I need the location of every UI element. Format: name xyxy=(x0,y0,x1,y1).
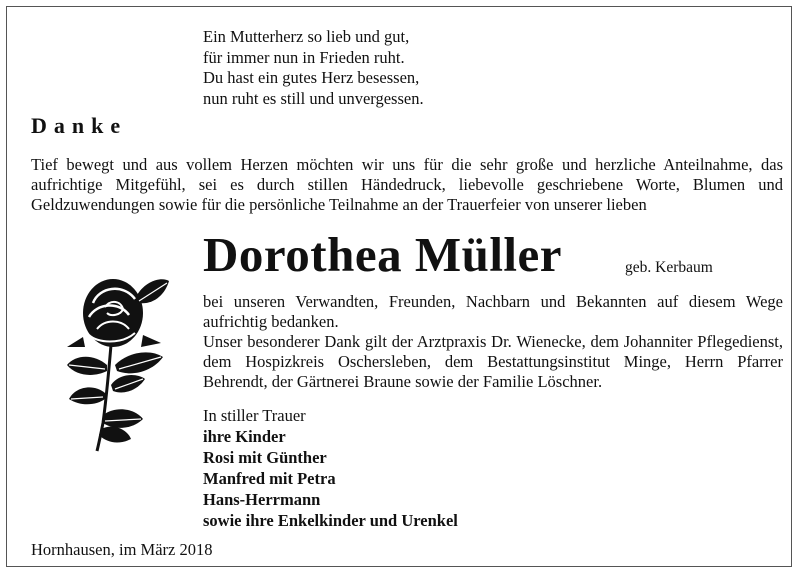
signoff xyxy=(203,405,458,531)
thanks-paragraph: Unser besonderer Dank gilt der Arztpraxis Dr. Wienecke, dem Johanniter Pflegedienst, dem Hospizkreis Oschersleben, dem Bestattungsinstitut Minge, Herrn Pfarrer Behrendt, der Gärtnerei Braune sowie der Familie Löschner. xyxy=(203,332,783,391)
rose-icon xyxy=(63,273,173,453)
place-date: Hornhausen, im März 2018 xyxy=(31,540,213,559)
mourner-line: sowie ihre Enkelkinder und Urenkel xyxy=(203,511,458,530)
thanks-paragraph: bei unseren Verwandten, Freunden, Nachbarn und Bekannten auf diesem Wege aufrichtig bedanken. xyxy=(203,292,783,331)
poem-line: Ein Mutterherz so lieb und gut, xyxy=(203,27,410,46)
mourner-line: ihre Kinder xyxy=(203,427,286,446)
poem-line: Du hast ein gutes Herz besessen, xyxy=(203,68,420,87)
intro-paragraph: Tief bewegt und aus vollem Herzen möchten wir uns für die sehr große und herzliche Anteilnahme, das aufrichtige Mitgefühl, sei es durch stillen Händedruck, liebevolle geschriebene Worte, Blumen und Geldzuwendungen sowie für die persönliche Teilnahme an der Trauerfeier von unserer lieben xyxy=(31,155,783,214)
mourner-line: Hans-Herrmann xyxy=(203,490,321,509)
maiden-name: geb. Kerbaum xyxy=(625,259,713,276)
heading-danke: Danke xyxy=(31,113,128,138)
memorial-poem xyxy=(203,27,424,109)
signoff-intro: In stiller Trauer xyxy=(203,406,306,425)
deceased-name: Dorothea Müller xyxy=(203,227,563,282)
poem-line: für immer nun in Frieden ruht. xyxy=(203,47,405,67)
obituary-notice xyxy=(6,6,792,567)
poem-line: nun ruht es still und unvergessen. xyxy=(203,88,424,108)
mourner-line: Rosi mit Günther xyxy=(203,448,327,467)
mourner-line: Manfred mit Petra xyxy=(203,469,336,488)
thanks-text xyxy=(203,292,783,392)
